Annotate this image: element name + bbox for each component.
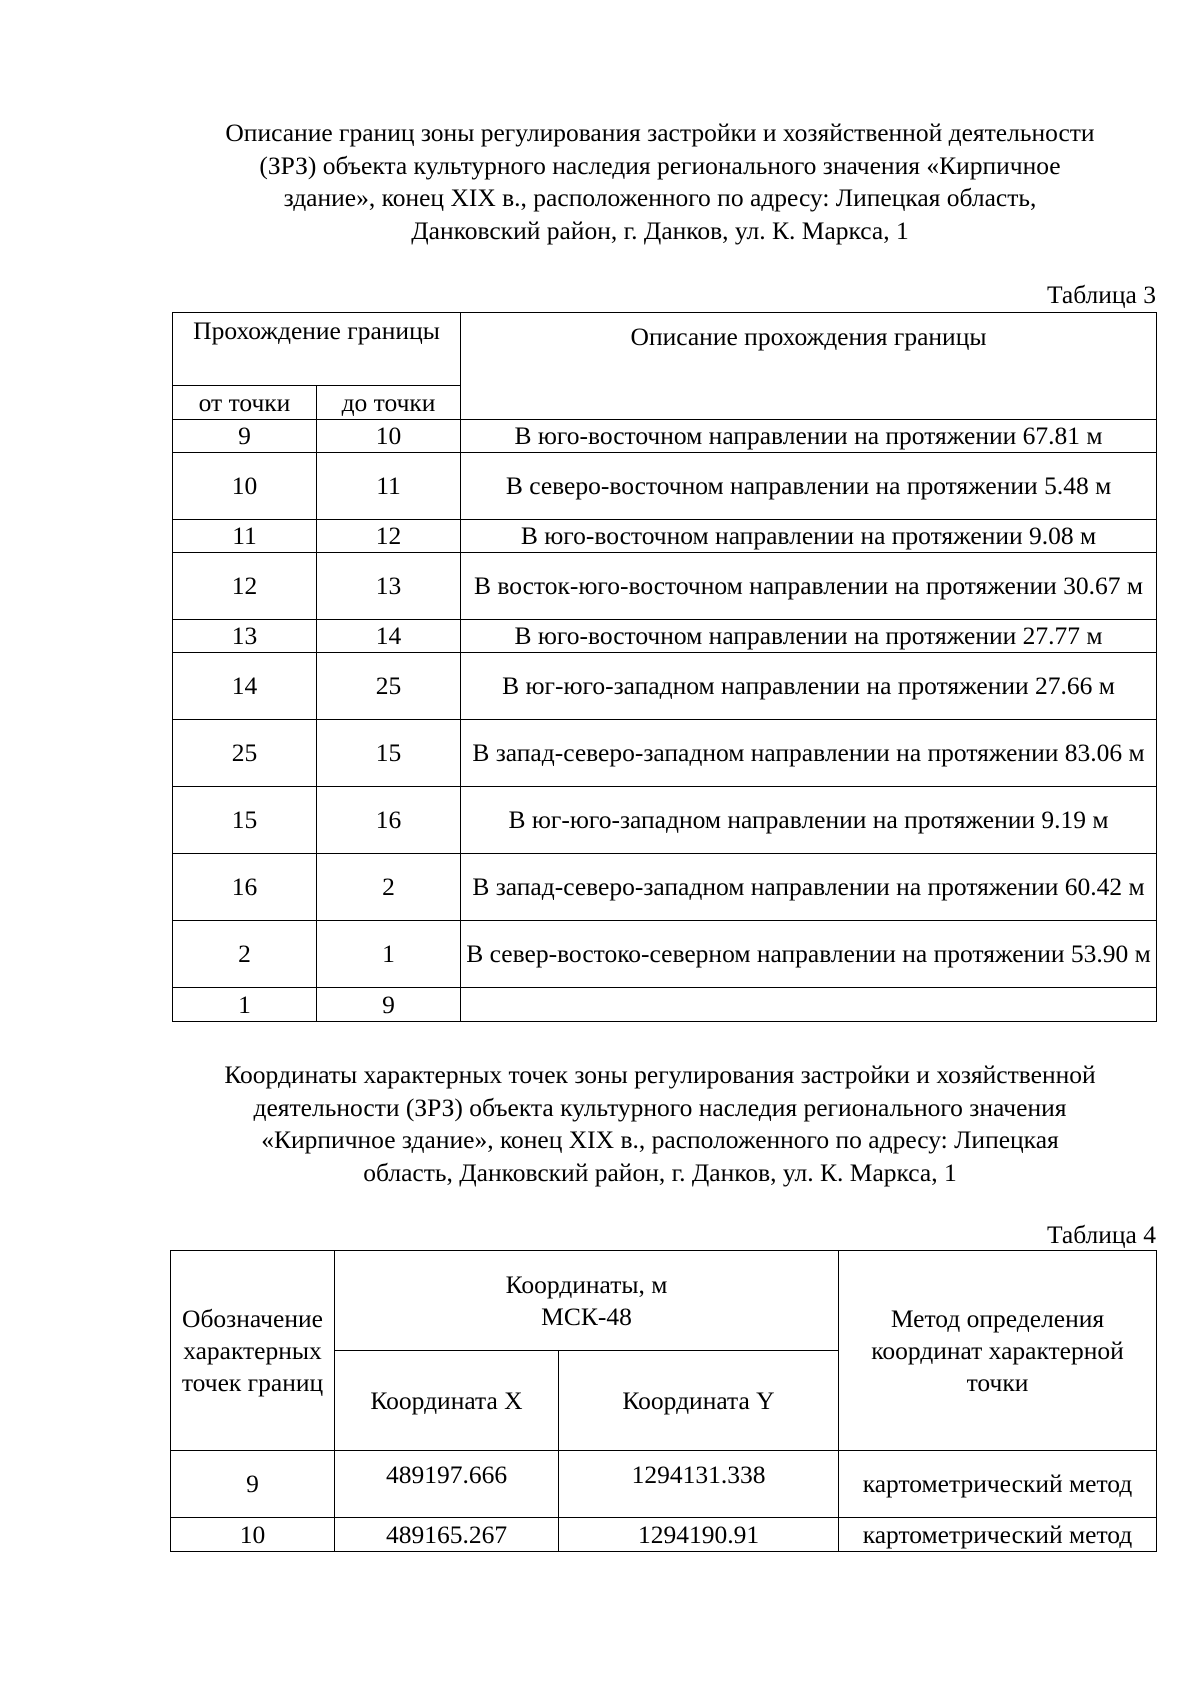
table-row [173,653,1157,720]
cell-point: 10 [171,1518,335,1552]
table-row [171,1451,1157,1518]
cell-point: 9 [171,1451,335,1518]
cell-to: 12 [317,520,461,553]
cell-to: 14 [317,620,461,653]
cell-desc: В юго-восточном направлении на протяжении 67.81 м [461,420,1157,453]
table-row [173,453,1157,520]
cell-method: картометрический метод [839,1451,1157,1518]
header-x: Координата X [335,1351,559,1451]
cell-y: 1294190.91 [559,1518,839,1552]
cell-from: 1 [173,988,317,1022]
cell-desc: В юг-юго-западном направлении на протяжении 27.66 м [461,653,1157,720]
table-row [173,787,1157,854]
table-row [173,988,1157,1022]
table-row [173,553,1157,620]
cell-from: 14 [173,653,317,720]
table4-heading [160,1059,1160,1189]
header-to: до точки [317,386,461,420]
cell-to: 16 [317,787,461,854]
header-coordinates-line2: МСК-48 [541,1302,632,1331]
heading-line: Координаты характерных точек зоны регулирования застройки и хозяйственной [224,1060,1096,1089]
cell-to: 15 [317,720,461,787]
cell-to: 10 [317,420,461,453]
cell-to: 2 [317,854,461,921]
cell-desc: В юг-юго-западном направлении на протяжении 9.19 м [461,787,1157,854]
heading-line: (ЗРЗ) объекта культурного наследия регионального значения «Кирпичное [259,150,1061,180]
cell-from: 15 [173,787,317,854]
cell-from: 10 [173,453,317,520]
table3-heading [160,117,1160,247]
heading-line: «Кирпичное здание», конец XIX в., расположенного по адресу: Липецкая [261,1125,1059,1154]
cell-y: 1294131.338 [559,1451,839,1518]
cell-desc: В северо-восточном направлении на протяжении 5.48 м [461,453,1157,520]
table-row [171,1518,1157,1552]
cell-desc: В восток-юго-восточном направлении на протяжении 30.67 м [461,553,1157,620]
cell-desc: В север-востоко-северном направлении на протяжении 53.90 м [461,921,1157,988]
cell-desc [461,988,1157,1022]
coordinates-table [170,1250,1157,1552]
heading-line: здание», конец XIX в., расположенного по адресу: Липецкая область, [283,183,1037,212]
table-row [173,854,1157,921]
table-row [173,620,1157,653]
cell-from: 2 [173,921,317,988]
cell-from: 12 [173,553,317,620]
table-row [173,921,1157,988]
heading-line: деятельности (ЗРЗ) объекта культурного наследия регионального значения [253,1092,1067,1122]
table-row [173,420,1157,453]
header-y: Координата Y [559,1351,839,1451]
cell-desc: В юго-восточном направлении на протяжении 27.77 м [461,620,1157,653]
header-passage: Прохождение границы [173,313,461,386]
header-description: Описание прохождения границы [461,313,1157,420]
heading-line: область, Данковский район, г. Данков, ул. К. Маркса, 1 [363,1157,957,1187]
table-row [173,720,1157,787]
header-designation: Обозначение характерных точек границ [171,1251,335,1451]
heading-line: Описание границ зоны регулирования застройки и хозяйственной деятельности [225,118,1095,147]
header-method: Метод определения координат характерной точки [839,1251,1157,1451]
cell-to: 25 [317,653,461,720]
cell-desc: В запад-северо-западном направлении на протяжении 60.42 м [461,854,1157,921]
cell-desc: В юго-восточном направлении на протяжении 9.08 м [461,520,1157,553]
cell-x: 489165.267 [335,1518,559,1552]
header-coordinates-line1: Координаты, м [505,1270,668,1299]
cell-to: 9 [317,988,461,1022]
cell-from: 9 [173,420,317,453]
boundary-description-table [172,312,1157,1022]
cell-to: 11 [317,453,461,520]
table-row [173,520,1157,553]
heading-line: Данковский район, г. Данков, ул. К. Маркса, 1 [411,215,909,245]
cell-method: картометрический метод [839,1518,1157,1552]
cell-to: 13 [317,553,461,620]
cell-from: 13 [173,620,317,653]
header-coordinates [335,1251,839,1351]
table4-label: Таблица 4 [1046,1220,1156,1249]
table3-label: Таблица 3 [1046,280,1156,309]
cell-desc: В запад-северо-западном направлении на протяжении 83.06 м [461,720,1157,787]
cell-x: 489197.666 [335,1451,559,1518]
cell-from: 11 [173,520,317,553]
cell-to: 1 [317,921,461,988]
header-from: от точки [173,386,317,420]
cell-from: 25 [173,720,317,787]
cell-from: 16 [173,854,317,921]
